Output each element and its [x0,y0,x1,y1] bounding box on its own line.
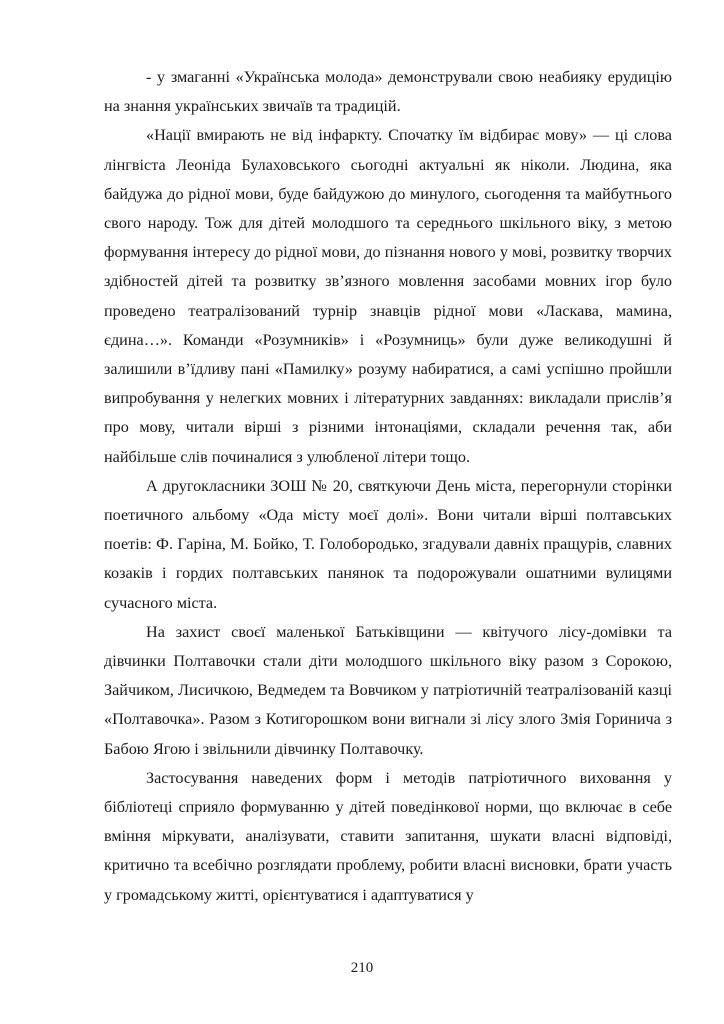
paragraph-city-day: А другокласники ЗОШ № 20, святкуючи День міста, перегорнули сторінки поетичного альбому «Ода місту моєї долі». Вони читали вірші полтавських поетів: Ф. Гаріна, М. Бойко, Т. Голобородько, згадували давніх пращурів, славних козаків і гордих полтавських панянок та подорожували ошатними вулицями сучасного міста. [104,476,672,612]
paragraph-contest: - у змаганні «Українська молода» демонстрували свою неабияку ерудицію на знання українських звичаїв та традицій. [104,68,672,116]
page-body [104,63,672,910]
paragraph-language-tournament: «Нації вмирають не від інфаркту. Спочатку їм відбирає мову» — ці слова лінгвіста Леоніда Булаховського сьогодні актуальні як ніколи. Людина, яка байдужа до рідної мови, буде байдужою до минулого, сьогодення та майбутнього свого народу. Тож для дітей молодшого та середнього шкільного віку, з метою формування інтересу до рідної мови, до пізнання нового у мові, розвитку творчих здібностей дітей та розвитку зв’язного мовлення засобами мовних ігор було проведено театралізований турнір знавців рідної мови «Ласкава, мамина, єдина…». Команди «Розумників» і «Розумниць» були дуже великодушні й залишили в’їдливу пані «Памилку» розуму набиратися, а самі успішно пройшли випробування у нелегких мовних і літературних завданнях: викладали прислів’я про мову, читали вірші з різними інтонаціями, складали речення так, аби найбільше слів починалися з улюбленої літери тощо. [104,126,672,466]
paragraph-poltavochka-tale: На захист своєї маленької Батьківщини — квітучого лісу-домівки та дівчинки Полтавочки стали діти молодшого шкільного віку разом з Сорокою, Зайчиком, Лисичкою, Ведмедем та Вовчиком у патріотичній театралізованій казці «Полтавочка». Разом з Котигорошком вони вигнали зі лісу злого Змія Горинича з Бабою Ягою і звільнили дівчинку Полтавочку. [104,622,672,758]
paragraph-conclusion: Застосування наведених форм і методів патріотичного виховання у бібліотеці сприяло формуванню у дітей поведінкової норми, що включає в себе вміння міркувати, аналізувати, ставити запитання, шукати власні відповіді, критично та всебічно розглядати проблему, робити власні висновки, брати участь у громадському житті, орієнтуватися і адаптуватися у [104,768,672,904]
page-number: 210 [350,960,374,976]
